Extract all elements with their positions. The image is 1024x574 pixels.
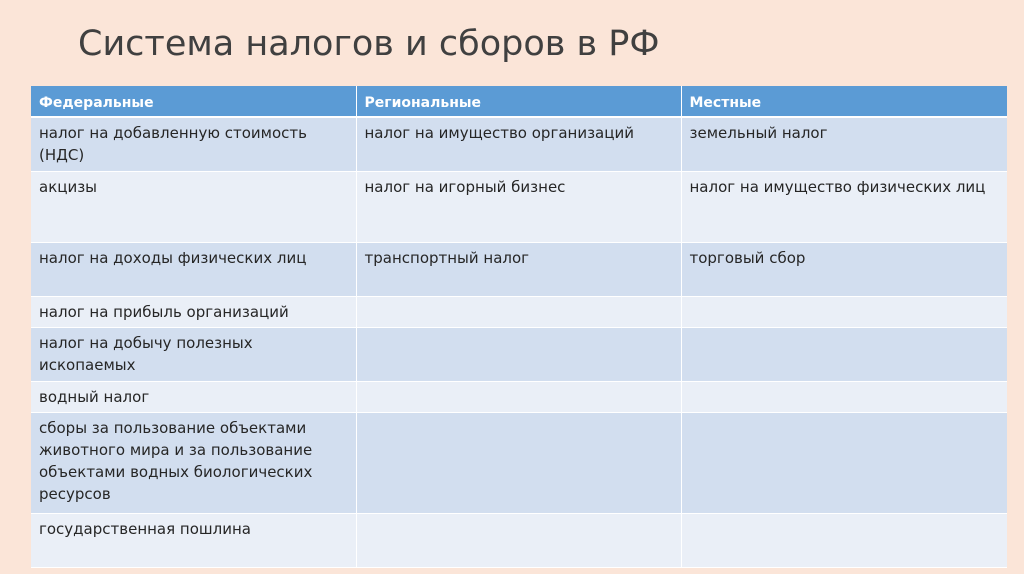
header-federal: Федеральные — [31, 86, 356, 117]
table-row — [31, 117, 1007, 171]
table-row — [31, 171, 1007, 242]
header-regional: Региональные — [356, 86, 681, 117]
table-row — [31, 513, 1007, 567]
cell-regional: транспортный налог — [356, 242, 681, 296]
cell-local — [681, 412, 1007, 513]
cell-regional — [356, 412, 681, 513]
table-row — [31, 242, 1007, 296]
tax-system-table — [31, 86, 1007, 568]
cell-local — [681, 381, 1007, 412]
table-row — [31, 381, 1007, 412]
cell-local: налог на имущество физических лиц — [681, 171, 1007, 242]
table-row — [31, 296, 1007, 327]
table-row — [31, 327, 1007, 381]
table-row — [31, 412, 1007, 513]
cell-local — [681, 327, 1007, 381]
table-header-row — [31, 86, 1007, 117]
cell-local — [681, 513, 1007, 567]
cell-federal: налог на добавленную стоимость (НДС) — [31, 117, 356, 171]
cell-federal: налог на прибыль организаций — [31, 296, 356, 327]
cell-federal: акцизы — [31, 171, 356, 242]
cell-federal: налог на доходы физических лиц — [31, 242, 356, 296]
cell-regional — [356, 381, 681, 412]
cell-regional — [356, 296, 681, 327]
cell-regional — [356, 327, 681, 381]
cell-federal: сборы за пользование объектами животного мира и за пользование объектами водных биологических ресурсов — [31, 412, 356, 513]
cell-local — [681, 296, 1007, 327]
cell-regional: налог на имущество организаций — [356, 117, 681, 171]
cell-regional: налог на игорный бизнес — [356, 171, 681, 242]
cell-federal: налог на добычу полезных ископаемых — [31, 327, 356, 381]
cell-regional — [356, 513, 681, 567]
slide-title: Система налогов и сборов в РФ — [78, 24, 660, 64]
cell-federal: водный налог — [31, 381, 356, 412]
header-local: Местные — [681, 86, 1007, 117]
cell-federal: государственная пошлина — [31, 513, 356, 567]
cell-local: торговый сбор — [681, 242, 1007, 296]
cell-local: земельный налог — [681, 117, 1007, 171]
